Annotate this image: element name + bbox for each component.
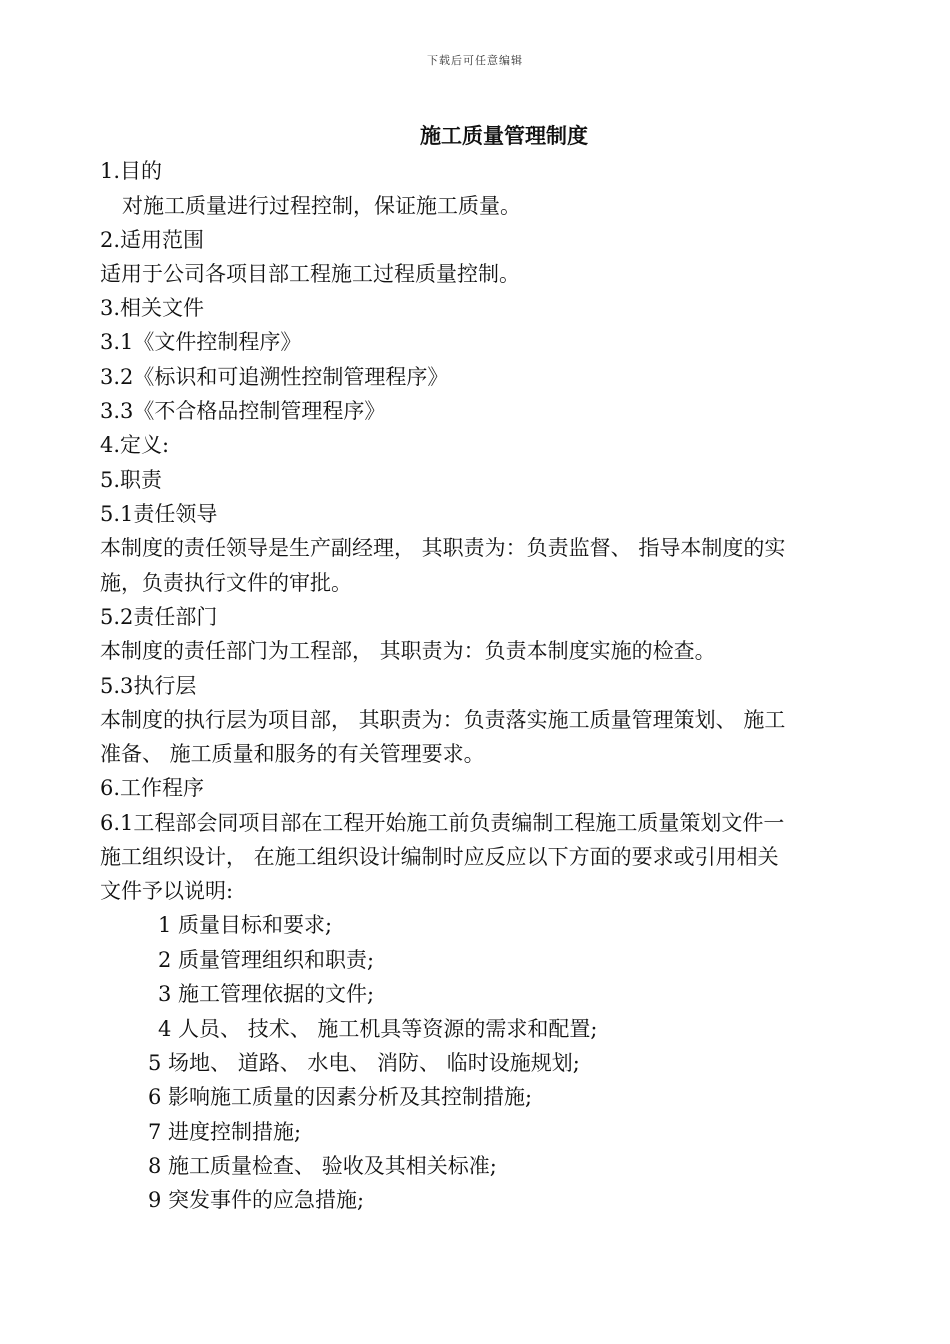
paragraph-line: 本制度的责任领导是生产副经理， 其职责为：负责监督、 指导本制度的实 bbox=[100, 536, 786, 560]
paragraph-line: 准备、 施工质量和服务的有关管理要求。 bbox=[100, 742, 485, 766]
paragraph-scope: 适用于公司各项目部工程施工过程质量控制。 bbox=[100, 262, 520, 286]
paragraph-line: 本制度的责任部门为工程部， 其职责为：负责本制度实施的检查。 bbox=[100, 639, 716, 663]
section-heading-procedure: 6.工作程序 bbox=[100, 776, 205, 800]
header-note: 下载后可任意编辑 bbox=[427, 54, 523, 67]
paragraph-line: 文件予以说明: bbox=[100, 879, 234, 903]
list-item: 7 进度控制措施; bbox=[148, 1120, 302, 1144]
list-item: 9 突发事件的应急措施; bbox=[148, 1188, 365, 1212]
subsection-heading: 5.3执行层 bbox=[100, 674, 197, 698]
section-heading-scope: 2.适用范围 bbox=[100, 228, 205, 252]
paragraph-line: 施，负责执行文件的审批。 bbox=[100, 571, 352, 595]
subsection-heading: 5.1责任领导 bbox=[100, 502, 218, 526]
section-heading-purpose: 1.目的 bbox=[100, 159, 163, 183]
section-heading-related-docs: 3.相关文件 bbox=[100, 296, 205, 320]
paragraph-line: 6.1工程部会同项目部在工程开始施工前负责编制工程施工质量策划文件一 bbox=[100, 811, 785, 835]
paragraph-purpose: 对施工质量进行过程控制，保证施工质量。 bbox=[122, 194, 521, 218]
related-doc-item: 3.1《文件控制程序》 bbox=[100, 330, 302, 354]
list-item: 2 质量管理组织和职责; bbox=[158, 948, 375, 972]
related-doc-item: 3.2《标识和可追溯性控制管理程序》 bbox=[100, 365, 449, 389]
subsection-heading: 5.2责任部门 bbox=[100, 605, 218, 629]
list-item: 3 施工管理依据的文件; bbox=[158, 982, 375, 1006]
list-item: 6 影响施工质量的因素分析及其控制措施; bbox=[148, 1085, 533, 1109]
list-item: 5 场地、 道路、 水电、 消防、 临时设施规划; bbox=[148, 1051, 580, 1075]
paragraph-line: 施工组织设计， 在施工组织设计编制时应反应以下方面的要求或引用相关 bbox=[100, 845, 779, 869]
paragraph-line: 本制度的执行层为项目部， 其职责为：负责落实施工质量管理策划、 施工 bbox=[100, 708, 786, 732]
section-heading-definition: 4.定义: bbox=[100, 433, 170, 457]
document-title: 施工质量管理制度 bbox=[420, 124, 588, 148]
list-item: 1 质量目标和要求; bbox=[158, 913, 333, 937]
list-item: 8 施工质量检查、 验收及其相关标准; bbox=[148, 1154, 497, 1178]
section-heading-duties: 5.职责 bbox=[100, 468, 163, 492]
list-item: 4 人员、 技术、 施工机具等资源的需求和配置; bbox=[158, 1017, 598, 1041]
related-doc-item: 3.3《不合格品控制管理程序》 bbox=[100, 399, 386, 423]
